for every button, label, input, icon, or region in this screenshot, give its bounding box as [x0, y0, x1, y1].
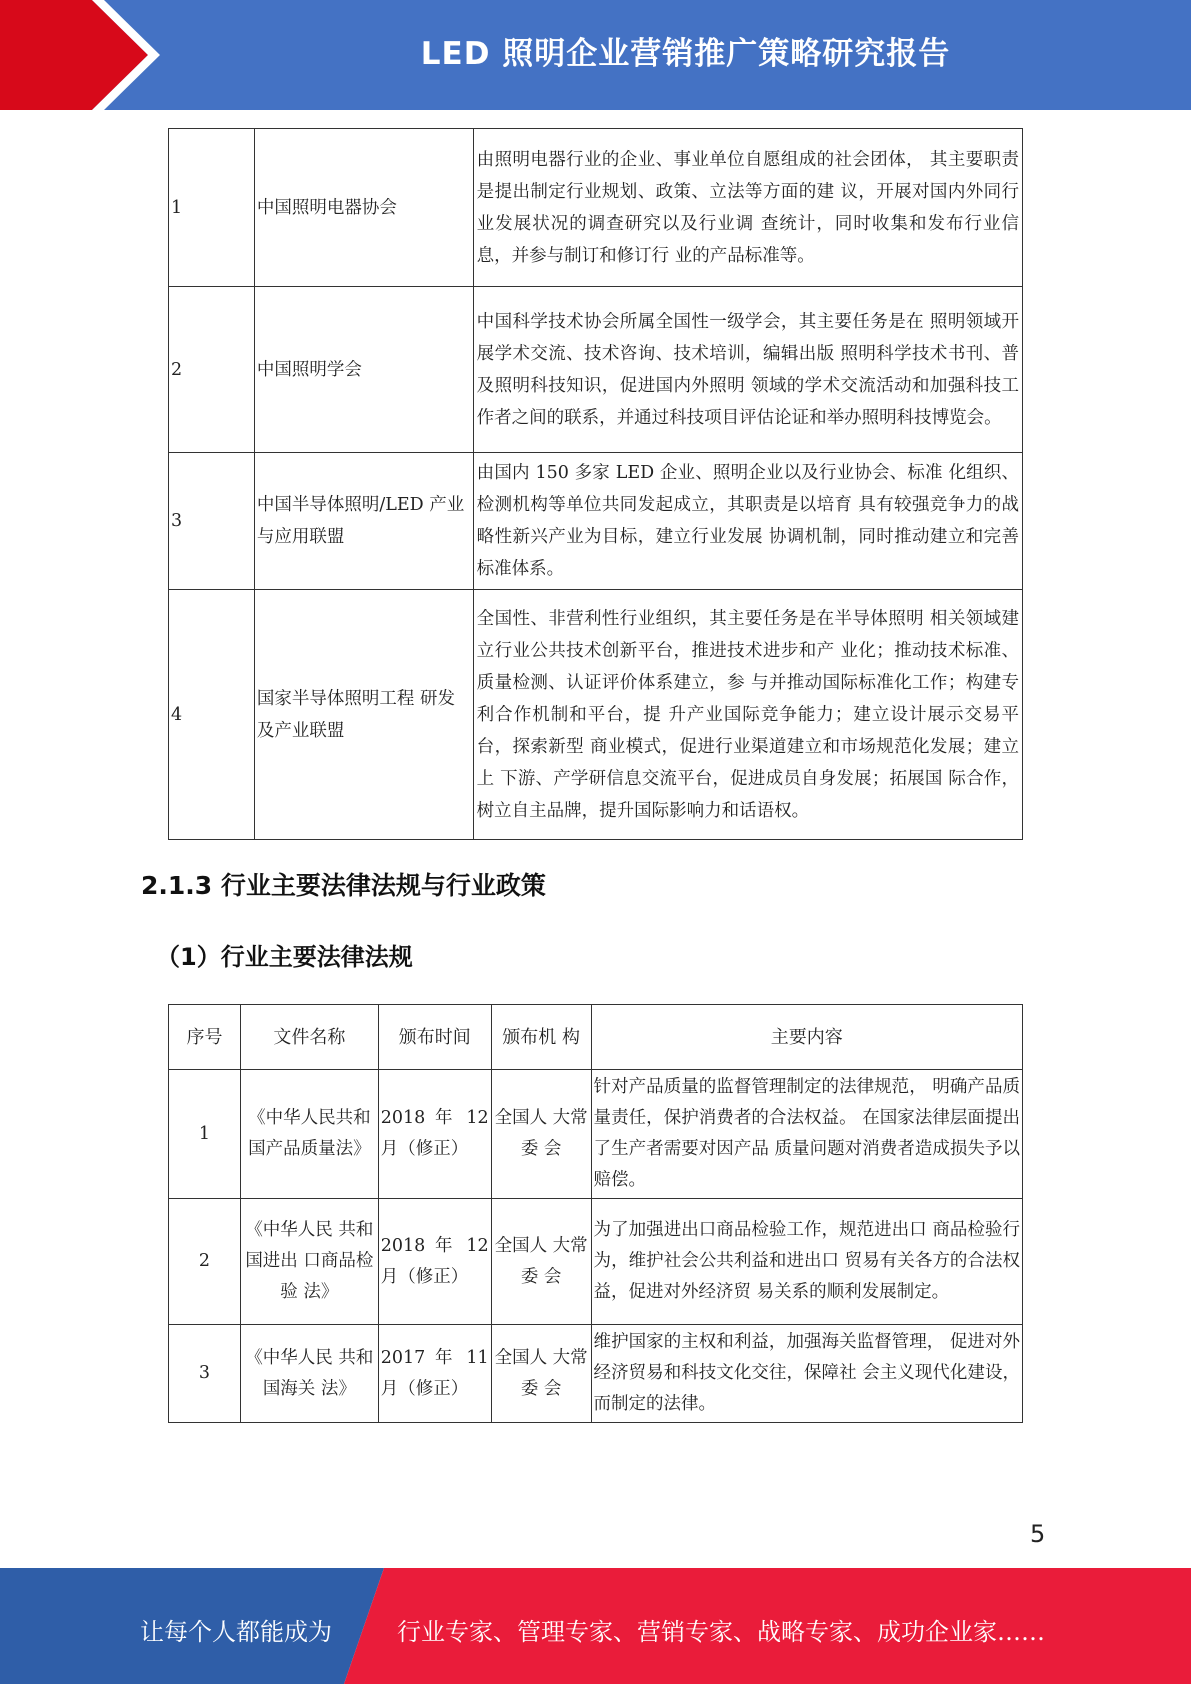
column-header-document: 文件名称	[240, 1005, 378, 1070]
row-number: 4	[169, 590, 255, 840]
column-header-date: 颁布时间	[378, 1005, 491, 1070]
page-header	[0, 0, 1191, 110]
org-name: 中国照明学会	[254, 287, 473, 453]
subsection-heading: （1）行业主要法律法规	[156, 943, 413, 971]
row-number: 2	[169, 1199, 241, 1325]
document-name: 《中华人民共和国产品质量法》	[240, 1070, 378, 1199]
row-number: 3	[169, 453, 255, 590]
main-content: 为了加强进出口商品检验工作，规范进出口 商品检验行为，维护社会公共利益和进出口 贸易有关各方的合法权益，促进对外经济贸 易关系的顺利发展制定。	[591, 1199, 1022, 1325]
issuing-body: 全国人 大常委 会	[491, 1070, 591, 1199]
column-header-number: 序号	[169, 1005, 241, 1070]
table-header-row	[169, 1005, 1023, 1070]
table-row	[169, 287, 1023, 453]
org-name: 中国照明电器协会	[254, 129, 473, 287]
table-row	[169, 1070, 1023, 1199]
main-content: 针对产品质量的监督管理制定的法律规范， 明确产品质量责任，保护消费者的合法权益。 在国家法律层面提出了生产者需要对因产品 质量问题对消费者造成损失予以赔偿。	[591, 1070, 1022, 1199]
org-description: 由照明电器行业的企业、事业单位自愿组成的社会团体， 其主要职责是提出制定行业规划、政策、立法等方面的建 议，开展对国内外同行业发展状况的调查研究以及行业调 查统计，同时收集和发布行业信息，并参与制订和修订行 业的产品标准等。	[473, 129, 1022, 287]
laws-regulations-table	[168, 1004, 1023, 1423]
industry-association-table	[168, 128, 1023, 840]
table-row	[169, 453, 1023, 590]
row-number: 1	[169, 129, 255, 287]
table-row	[169, 1199, 1023, 1325]
section-heading: 2.1.3 行业主要法律法规与行业政策	[141, 871, 546, 900]
org-name: 国家半导体照明工程 研发及产业联盟	[254, 590, 473, 840]
row-number: 3	[169, 1325, 241, 1423]
table-row	[169, 590, 1023, 840]
org-description: 中国科学技术协会所属全国性一级学会，其主要任务是在 照明领域开展学术交流、技术咨询、技术培训，编辑出版 照明科学技术书刊、普及照明科技知识，促进国内外照明 领域的学术交流活动和加强科技工作者之间的联系，并通过科技项目评估论证和举办照明科技博览会。	[473, 287, 1022, 453]
org-name: 中国半导体照明/LED 产业与应用联盟	[254, 453, 473, 590]
page-number: 5	[1030, 1520, 1046, 1548]
issue-date: 2018 年 12 月（修正）	[378, 1199, 491, 1325]
table-row	[169, 1325, 1023, 1423]
document-name: 《中华人民 共和国海关 法》	[240, 1325, 378, 1423]
column-header-content: 主要内容	[591, 1005, 1022, 1070]
column-header-issuer: 颁布机 构	[491, 1005, 591, 1070]
issue-date: 2017 年 11 月（修正）	[378, 1325, 491, 1423]
footer-slogan-left: 让每个人都能成为	[140, 1618, 332, 1646]
issuing-body: 全国人 大常委 会	[491, 1325, 591, 1423]
org-description: 全国性、非营利性行业组织，其主要任务是在半导体照明 相关领域建立行业公共技术创新平台，推进技术进步和产 业化；推动技术标准、质量检测、认证评价体系建立，参 与并推动国际标准化工作；构建专利合作机制和平台，提 升产业国际竞争能力；建立设计展示交易平台，探索新型 商业模式，促进行业渠道建立和市场规范化发展；建立上 下游、产学研信息交流平台，促进成员自身发展；拓展国 际合作，树立自主品牌，提升国际影响力和话语权。	[473, 590, 1022, 840]
issue-date: 2018 年 12 月（修正）	[378, 1070, 491, 1199]
issuing-body: 全国人 大常委 会	[491, 1199, 591, 1325]
footer-slogan-right: 行业专家、管理专家、营销专家、战略专家、成功企业家……	[397, 1618, 1045, 1646]
main-content: 维护国家的主权和利益，加强海关监督管理， 促进对外经济贸易和科技文化交往，保障社 会主义现代化建设，而制定的法律。	[591, 1325, 1022, 1423]
org-description: 由国内 150 多家 LED 企业、照明企业以及行业协会、标准 化组织、检测机构等单位共同发起成立，其职责是以培育 具有较强竞争力的战略性新兴产业为目标，建立行业发展 协调机制，同时推动建立和完善标准体系。	[473, 453, 1022, 590]
report-title: LED 照明企业营销推广策略研究报告	[420, 36, 951, 72]
row-number: 1	[169, 1070, 241, 1199]
table-row	[169, 129, 1023, 287]
row-number: 2	[169, 287, 255, 453]
document-name: 《中华人民 共和国进出 口商品检验 法》	[240, 1199, 378, 1325]
